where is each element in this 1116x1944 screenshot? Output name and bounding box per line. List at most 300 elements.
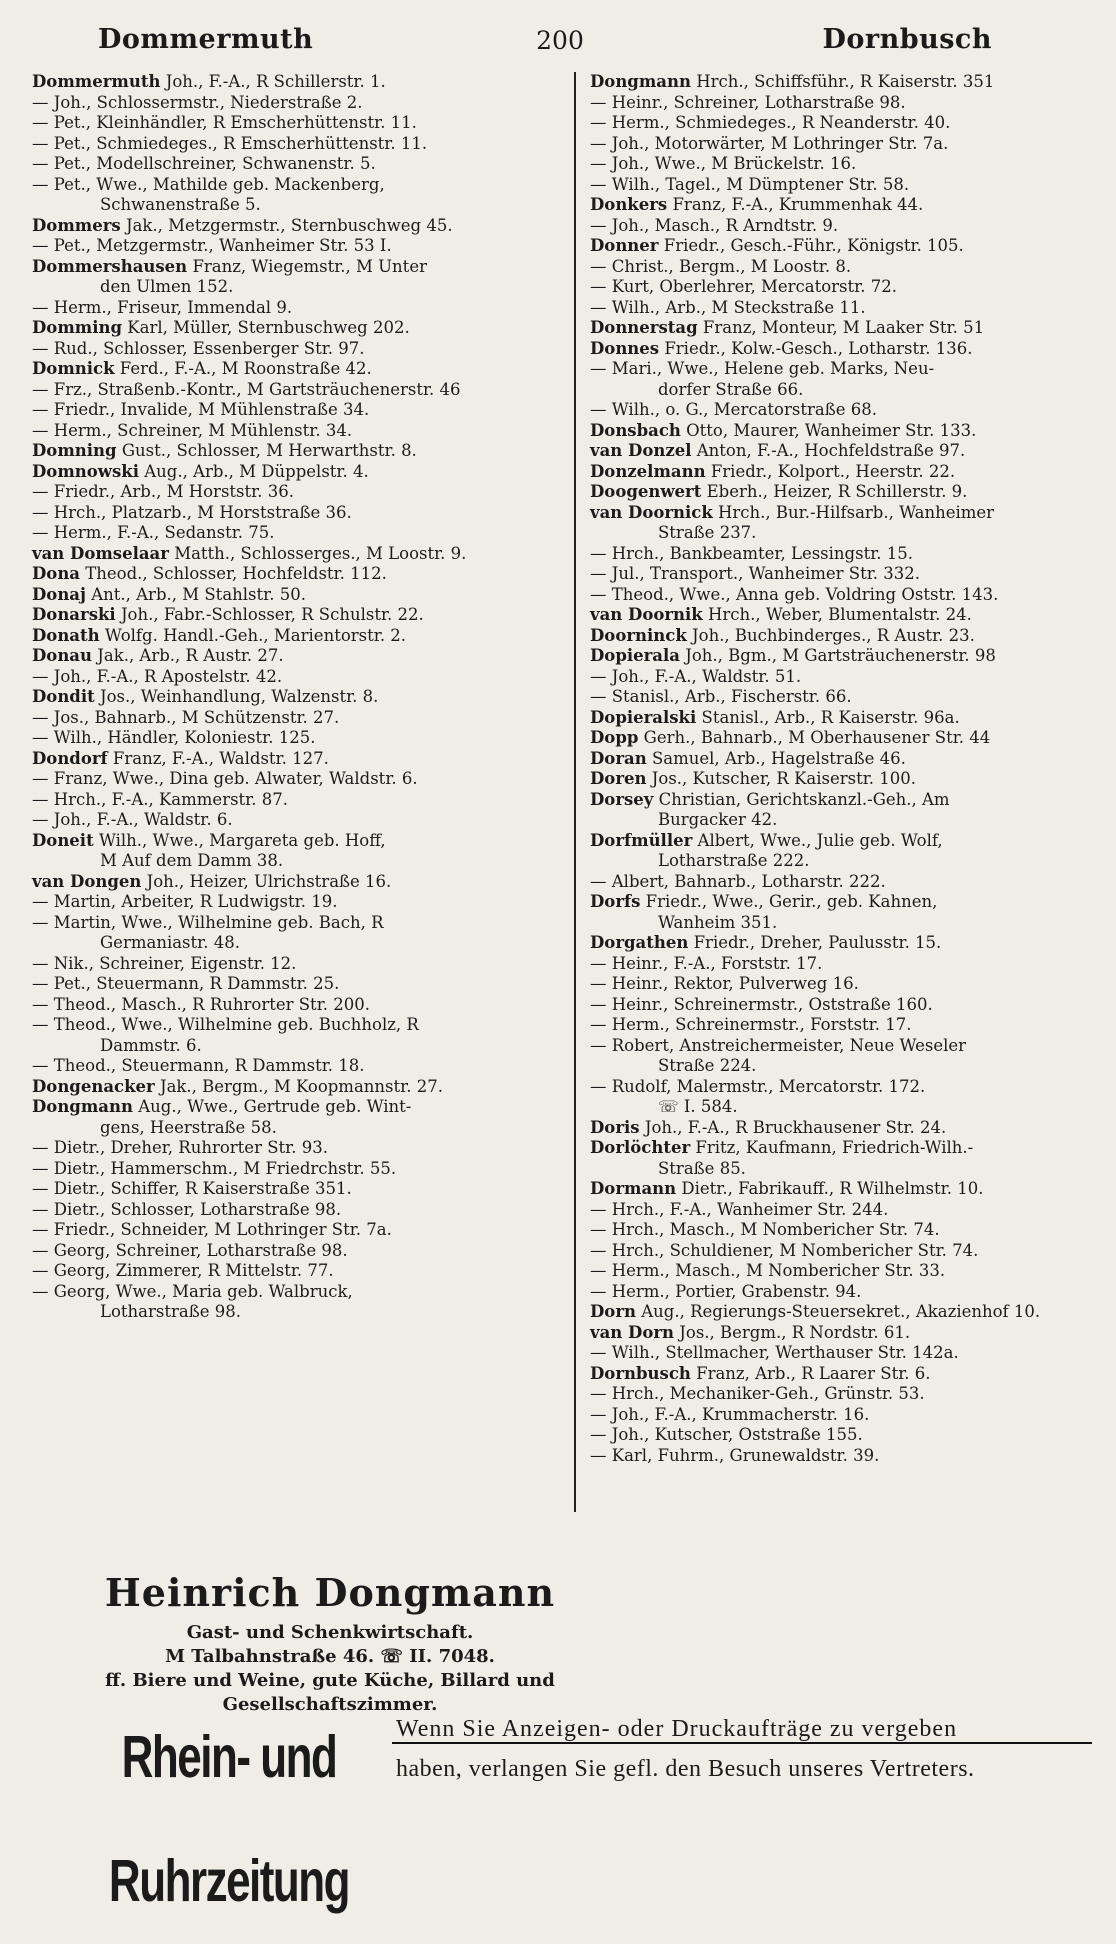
directory-entry bbox=[32, 790, 562, 811]
directory-entry bbox=[32, 974, 562, 995]
entry-surname: Dorfs bbox=[590, 892, 641, 911]
entry-text: — Franz, Wwe., Dina geb. Alwater, Waldstr. 6. bbox=[32, 769, 418, 788]
directory-entry bbox=[32, 913, 562, 934]
entry-text: — Herm., Schreinermstr., Forststr. 17. bbox=[590, 1015, 912, 1034]
directory-entry bbox=[590, 974, 1096, 995]
entry-text: Jos., Bergm., R Nordstr. 61. bbox=[679, 1322, 911, 1342]
entry-text: Samuel, Arb., Hagelstraße 46. bbox=[651, 748, 906, 768]
directory-entry bbox=[590, 667, 1096, 688]
directory-entry bbox=[590, 1200, 1096, 1221]
directory-entry bbox=[32, 72, 562, 93]
directory-entry bbox=[590, 1118, 1096, 1139]
entry-text: Jak., Arb., R Austr. 27. bbox=[97, 646, 284, 665]
directory-entry bbox=[590, 687, 1096, 708]
entry-text: — Frz., Straßenb.-Kontr., M Gartsträuchenerstr. 46 bbox=[32, 379, 461, 399]
entry-text: Jos., Weinhandlung, Walzenstr. 8. bbox=[100, 687, 379, 706]
entry-text: — Pet., Wwe., Mathilde geb. Mackenberg, bbox=[32, 174, 385, 194]
directory-entry bbox=[32, 851, 562, 872]
entry-text: Friedr., Kolw.-Gesch., Lotharstr. 136. bbox=[664, 338, 973, 358]
entry-text: Straße 237. bbox=[658, 523, 757, 542]
entry-text: — Christ., Bergm., M Loostr. 8. bbox=[590, 256, 852, 276]
entry-text: Christian, Gerichtskanzl.-Geh., Am bbox=[658, 789, 950, 809]
entry-text: Germaniastr. 48. bbox=[100, 933, 240, 952]
directory-entry bbox=[590, 1056, 1096, 1077]
entry-text: Aug., Wwe., Gertrude geb. Wint- bbox=[138, 1097, 412, 1116]
entry-surname: Dondit bbox=[32, 687, 95, 706]
entry-surname: Doran bbox=[590, 748, 647, 768]
directory-entry bbox=[32, 421, 562, 442]
entry-text: Hrch., Bur.-Hilfsarb., Wanheimer bbox=[718, 502, 995, 522]
directory-entry bbox=[32, 1118, 562, 1139]
entry-text: — Pet., Steuermann, R Dammstr. 25. bbox=[32, 974, 340, 993]
entry-text: Friedr., Kolport., Heerstr. 22. bbox=[710, 461, 956, 481]
entry-text: — Joh., Wwe., M Brückelstr. 16. bbox=[590, 154, 857, 173]
entry-text: Friedr., Wwe., Gerir., geb. Kahnen, bbox=[645, 892, 938, 911]
entry-surname: Dondorf bbox=[32, 748, 108, 768]
directory-entry bbox=[590, 913, 1096, 934]
entry-text: Wilh., Wwe., Margareta geb. Hoff, bbox=[98, 830, 386, 850]
entry-surname: Dorn bbox=[590, 1302, 637, 1321]
directory-entry bbox=[32, 605, 562, 626]
entry-text: — Pet., Metzgermstr., Wanheimer Str. 53 I. bbox=[32, 236, 392, 255]
entry-text: — Pet., Modellschreiner, Schwanenstr. 5. bbox=[32, 154, 376, 173]
entry-text: — Heinr., Rektor, Pulverweg 16. bbox=[590, 974, 859, 993]
directory-entry bbox=[590, 1384, 1096, 1405]
directory-columns bbox=[32, 72, 1094, 1512]
entry-text: Jos., Kutscher, R Kaiserstr. 100. bbox=[651, 769, 917, 788]
directory-entry bbox=[32, 277, 562, 298]
entry-text: — Martin, Arbeiter, R Ludwigstr. 19. bbox=[32, 892, 338, 911]
directory-entry bbox=[590, 1302, 1096, 1323]
entry-surname: Dornbusch bbox=[590, 1363, 691, 1383]
entry-text: M Auf dem Damm 38. bbox=[100, 851, 284, 870]
entry-text: — Wilh., Stellmacher, Werthauser Str. 142a. bbox=[590, 1343, 959, 1362]
directory-entry bbox=[32, 1220, 562, 1241]
page-number: 200 bbox=[536, 26, 584, 55]
entry-text: — Wilh., o. G., Mercatorstraße 68. bbox=[590, 400, 877, 419]
directory-entry bbox=[32, 482, 562, 503]
entry-text: — Joh., Motorwärter, M Lothringer Str. 7a. bbox=[590, 133, 949, 153]
directory-entry bbox=[32, 1302, 562, 1323]
directory-entry bbox=[590, 831, 1096, 852]
entry-text: Eberh., Heizer, R Schillerstr. 9. bbox=[706, 482, 968, 501]
entry-surname: Dopieralski bbox=[590, 707, 697, 727]
right-column bbox=[590, 72, 1096, 1466]
footer-text-line: Wenn Sie Anzeigen- oder Druckaufträge zu vergeben bbox=[396, 1716, 958, 1742]
directory-entry bbox=[32, 380, 562, 401]
directory-entry bbox=[590, 1015, 1096, 1036]
entry-text: Hrch., Weber, Blumentalstr. 24. bbox=[707, 605, 972, 624]
directory-entry bbox=[32, 359, 562, 380]
directory-entry bbox=[590, 175, 1096, 196]
directory-entry bbox=[590, 277, 1096, 298]
entry-text: — Herm., Portier, Grabenstr. 94. bbox=[590, 1281, 862, 1301]
entry-surname: Domning bbox=[32, 441, 117, 460]
entry-surname: Doren bbox=[590, 769, 647, 788]
entry-surname: Dongmann bbox=[32, 1097, 133, 1116]
entry-surname: van Doornick bbox=[590, 502, 713, 522]
header-right-keyword: Dornbusch bbox=[822, 24, 992, 55]
entry-text: — Joh., Masch., R Arndtstr. 9. bbox=[590, 215, 839, 235]
directory-entry bbox=[590, 544, 1096, 565]
directory-entry bbox=[590, 1282, 1096, 1303]
directory-entry bbox=[32, 585, 562, 606]
entry-text: Schwanenstraße 5. bbox=[100, 195, 261, 214]
directory-entry bbox=[590, 564, 1096, 585]
entry-text: — Dietr., Hammerschm., M Friedrchstr. 55. bbox=[32, 1158, 397, 1178]
entry-surname: Dopierala bbox=[590, 646, 680, 665]
directory-entry bbox=[590, 1159, 1096, 1180]
entry-text: Friedr., Dreher, Paulusstr. 15. bbox=[693, 933, 942, 952]
entry-text: Fritz, Kaufmann, Friedrich-Wilh.- bbox=[695, 1138, 974, 1157]
entry-surname: Donath bbox=[32, 625, 100, 645]
directory-entry bbox=[590, 933, 1096, 954]
entry-surname: Donnerstag bbox=[590, 318, 698, 337]
entry-text: Gust., Schlosser, M Herwarthstr. 8. bbox=[121, 441, 417, 460]
entry-text: — Hrch., Bankbeamter, Lessingstr. 15. bbox=[590, 543, 914, 563]
entry-text: — Herm., Friseur, Immendal 9. bbox=[32, 297, 293, 317]
entry-text: — Joh., F.-A., Waldstr. 6. bbox=[32, 810, 233, 829]
entry-surname: Dopp bbox=[590, 728, 639, 747]
directory-entry bbox=[590, 1036, 1096, 1057]
directory-entry bbox=[590, 195, 1096, 216]
directory-entry bbox=[590, 790, 1096, 811]
directory-entry bbox=[32, 175, 562, 196]
entry-text: — Joh., F.-A., R Apostelstr. 42. bbox=[32, 666, 283, 686]
directory-entry bbox=[590, 728, 1096, 749]
directory-entry bbox=[32, 1138, 562, 1159]
entry-text: — Pet., Kleinhändler, R Emscherhüttenstr. 11. bbox=[32, 113, 417, 132]
entry-text: — Joh., F.-A., Waldstr. 51. bbox=[590, 666, 802, 686]
entry-surname: van Dongen bbox=[32, 871, 142, 891]
entry-surname: Dorsey bbox=[590, 789, 654, 809]
directory-entry bbox=[590, 749, 1096, 770]
directory-entry bbox=[32, 626, 562, 647]
entry-text: — Martin, Wwe., Wilhelmine geb. Bach, R bbox=[32, 912, 384, 932]
directory-entry bbox=[590, 113, 1096, 134]
entry-text: Jak., Metzgermstr., Sternbuschweg 45. bbox=[125, 215, 453, 235]
entry-text: Wolfg. Handl.-Geh., Marientorstr. 2. bbox=[104, 625, 407, 645]
entry-text: Friedr., Gesch.-Führ., Königstr. 105. bbox=[663, 236, 964, 255]
directory-entry bbox=[590, 851, 1096, 872]
entry-text: Aug., Arb., M Düppelstr. 4. bbox=[144, 461, 369, 481]
entry-text: Straße 224. bbox=[658, 1056, 757, 1075]
entry-text: ☏ I. 584. bbox=[658, 1097, 738, 1116]
ad-line: Gesellschaftszimmer. bbox=[222, 1694, 438, 1715]
entry-text: — Herm., Schreiner, M Mühlenstr. 34. bbox=[32, 420, 353, 440]
directory-entry bbox=[32, 1159, 562, 1180]
entry-text: Joh., Heizer, Ulrichstraße 16. bbox=[146, 871, 392, 891]
entry-surname: Doogenwert bbox=[590, 482, 702, 501]
entry-surname: Dormann bbox=[590, 1179, 677, 1198]
entry-surname: Dommermuth bbox=[32, 72, 161, 91]
ad-line: Gast- und Schenkwirtschaft. bbox=[186, 1622, 474, 1643]
directory-entry bbox=[590, 318, 1096, 339]
entry-text: Gerh., Bahnarb., M Oberhausener Str. 44 bbox=[643, 728, 991, 747]
entry-text: — Joh., F.-A., Krummacherstr. 16. bbox=[590, 1404, 870, 1424]
entry-text: Joh., Fabr.-Schlosser, R Schulstr. 22. bbox=[120, 605, 424, 624]
entry-text: Ferd., F.-A., M Roonstraße 42. bbox=[119, 359, 372, 378]
entry-text: Albert, Wwe., Julie geb. Wolf, bbox=[697, 830, 943, 850]
entry-text: Hrch., Schiffsführ., R Kaiserstr. 351 bbox=[696, 72, 995, 91]
directory-entry bbox=[32, 257, 562, 278]
entry-surname: Donnes bbox=[590, 338, 660, 358]
entry-text: Franz, F.-A., Krummenhak 44. bbox=[672, 195, 924, 214]
directory-entry bbox=[32, 1261, 562, 1282]
directory-entry bbox=[590, 1343, 1096, 1364]
directory-entry bbox=[32, 749, 562, 770]
entry-text: — Herm., Schmiedeges., R Neanderstr. 40. bbox=[590, 113, 951, 132]
entry-surname: Domming bbox=[32, 318, 123, 337]
entry-text: — Theod., Wwe., Wilhelmine geb. Buchholz, R bbox=[32, 1015, 419, 1034]
entry-text: — Pet., Schmiedeges., R Emscherhüttenstr. 11. bbox=[32, 133, 428, 153]
directory-entry bbox=[32, 954, 562, 975]
entry-text: Otto, Maurer, Wanheimer Str. 133. bbox=[686, 420, 977, 440]
entry-text: Jak., Bergm., M Koopmannstr. 27. bbox=[159, 1076, 443, 1096]
directory-entry bbox=[32, 1282, 562, 1303]
footer-banner bbox=[0, 1712, 1116, 1915]
entry-text: — Kurt, Oberlehrer, Mercatorstr. 72. bbox=[590, 277, 897, 296]
entry-surname: van Donzel bbox=[590, 441, 692, 460]
directory-entry bbox=[32, 503, 562, 524]
entry-text: Franz, Wiegemstr., M Unter bbox=[192, 256, 427, 276]
directory-entry bbox=[590, 1446, 1096, 1467]
directory-entry bbox=[590, 236, 1096, 257]
directory-entry bbox=[590, 954, 1096, 975]
entry-surname: Donkers bbox=[590, 195, 668, 214]
directory-entry bbox=[590, 134, 1096, 155]
directory-entry bbox=[590, 1405, 1096, 1426]
directory-entry bbox=[590, 482, 1096, 503]
entry-text: — Joh., Schlossermstr., Niederstraße 2. bbox=[32, 92, 363, 112]
entry-text: — Heinr., Schreiner, Lotharstraße 98. bbox=[590, 92, 906, 112]
directory-entry bbox=[32, 113, 562, 134]
directory-entry bbox=[590, 646, 1096, 667]
entry-text: — Hrch., Platzarb., M Horststraße 36. bbox=[32, 502, 352, 522]
entry-surname: Donzelmann bbox=[590, 461, 706, 481]
directory-entry bbox=[590, 1138, 1096, 1159]
entry-text: — Dietr., Dreher, Ruhrorter Str. 93. bbox=[32, 1138, 328, 1157]
entry-surname: Dona bbox=[32, 564, 81, 583]
column-divider bbox=[574, 72, 576, 1512]
entry-text: dorfer Straße 66. bbox=[658, 379, 804, 399]
directory-entry bbox=[590, 1425, 1096, 1446]
entry-surname: Dorgathen bbox=[590, 933, 689, 952]
directory-entry bbox=[590, 810, 1096, 831]
entry-text: — Robert, Anstreichermeister, Neue Weseler bbox=[590, 1035, 967, 1055]
entry-text: Wanheim 351. bbox=[658, 912, 778, 932]
directory-entry bbox=[32, 1015, 562, 1036]
directory-entry bbox=[590, 892, 1096, 913]
entry-text: Franz, Monteur, M Laaker Str. 51 bbox=[702, 318, 985, 337]
directory-entry bbox=[590, 298, 1096, 319]
entry-text: — Jos., Bahnarb., M Schützenstr. 27. bbox=[32, 707, 340, 727]
directory-entry bbox=[590, 462, 1096, 483]
directory-entry bbox=[590, 585, 1096, 606]
directory-entry bbox=[590, 421, 1096, 442]
directory-entry bbox=[32, 995, 562, 1016]
entry-text: den Ulmen 152. bbox=[100, 277, 234, 296]
entry-text: Dammstr. 6. bbox=[100, 1035, 202, 1055]
directory-entry bbox=[590, 1179, 1096, 1200]
entry-surname: Dorlöchter bbox=[590, 1138, 691, 1157]
directory-entry bbox=[590, 257, 1096, 278]
entry-surname: Dongenacker bbox=[32, 1076, 155, 1096]
entry-text: — Albert, Bahnarb., Lotharstr. 222. bbox=[590, 871, 886, 891]
entry-text: Lotharstraße 222. bbox=[658, 851, 810, 870]
entry-text: — Friedr., Arb., M Horststr. 36. bbox=[32, 482, 294, 501]
entry-text: Stanisl., Arb., R Kaiserstr. 96a. bbox=[701, 707, 960, 727]
newspaper-brand: Rhein- und Ruhrzeitung bbox=[108, 1724, 350, 1915]
directory-entry bbox=[32, 667, 562, 688]
directory-entry bbox=[32, 462, 562, 483]
entry-surname: Donner bbox=[590, 236, 659, 255]
entry-surname: van Domselaar bbox=[32, 543, 169, 563]
directory-entry bbox=[590, 93, 1096, 114]
entry-text: — Wilh., Händler, Koloniestr. 125. bbox=[32, 728, 316, 747]
entry-text: — Friedr., Schneider, M Lothringer Str. 7a. bbox=[32, 1220, 392, 1239]
entry-surname: Donarski bbox=[32, 605, 116, 624]
directory-entry bbox=[32, 1241, 562, 1262]
ad-line: ff. Biere und Weine, gute Küche, Billard und bbox=[105, 1670, 555, 1691]
entry-surname: van Doornik bbox=[590, 605, 703, 624]
directory-entry bbox=[32, 195, 562, 216]
entry-text: — Heinr., F.-A., Forststr. 17. bbox=[590, 953, 823, 973]
directory-entry bbox=[590, 380, 1096, 401]
entry-text: Joh., Buchbinderges., R Austr. 23. bbox=[692, 625, 975, 645]
entry-text: Theod., Schlosser, Hochfeldstr. 112. bbox=[85, 564, 387, 583]
directory-entry bbox=[590, 872, 1096, 893]
directory-entry bbox=[32, 872, 562, 893]
directory-entry bbox=[32, 1056, 562, 1077]
directory-entry bbox=[32, 216, 562, 237]
header-left-keyword: Dommermuth bbox=[98, 24, 314, 55]
entry-surname: Donaj bbox=[32, 584, 86, 604]
entry-text: — Mari., Wwe., Helene geb. Marks, Neu- bbox=[590, 359, 935, 378]
directory-entry bbox=[32, 134, 562, 155]
entry-surname: Donsbach bbox=[590, 420, 681, 440]
entry-surname: Doorninck bbox=[590, 625, 687, 645]
entry-text: — Wilh., Tagel., M Dümptener Str. 58. bbox=[590, 174, 910, 194]
directory-entry bbox=[590, 708, 1096, 729]
directory-entry bbox=[32, 933, 562, 954]
directory-entry bbox=[590, 1220, 1096, 1241]
directory-entry bbox=[32, 646, 562, 667]
directory-entry bbox=[590, 523, 1096, 544]
entry-text: — Theod., Masch., R Ruhrorter Str. 200. bbox=[32, 994, 370, 1014]
directory-entry bbox=[590, 1097, 1096, 1118]
directory-entry bbox=[590, 1077, 1096, 1098]
directory-entry bbox=[590, 503, 1096, 524]
entry-text: — Joh., Kutscher, Oststraße 155. bbox=[590, 1425, 863, 1444]
directory-entry bbox=[590, 1364, 1096, 1385]
entry-text: Karl, Müller, Sternbuschweg 202. bbox=[127, 318, 410, 337]
entry-text: Joh., F.-A., R Bruckhausener Str. 24. bbox=[644, 1117, 947, 1137]
entry-text: — Hrch., F.-A., Wanheimer Str. 244. bbox=[590, 1199, 889, 1219]
entry-text: — Dietr., Schlosser, Lotharstraße 98. bbox=[32, 1199, 342, 1219]
directory-entry bbox=[590, 605, 1096, 626]
directory-entry bbox=[590, 359, 1096, 380]
directory-entry bbox=[32, 687, 562, 708]
entry-text: Ant., Arb., M Stahlstr. 50. bbox=[91, 584, 306, 604]
directory-entry bbox=[590, 216, 1096, 237]
directory-entry bbox=[32, 93, 562, 114]
directory-entry bbox=[32, 544, 562, 565]
ad-name: Heinrich Dongmann bbox=[104, 1570, 556, 1615]
entry-text: Lotharstraße 98. bbox=[100, 1302, 241, 1321]
directory-entry bbox=[32, 298, 562, 319]
entry-text: — Dietr., Schiffer, R Kaiserstraße 351. bbox=[32, 1179, 352, 1198]
directory-entry bbox=[590, 626, 1096, 647]
directory-entry bbox=[590, 1241, 1096, 1262]
page-header bbox=[28, 20, 1092, 64]
directory-entry bbox=[590, 995, 1096, 1016]
directory-entry bbox=[590, 154, 1096, 175]
footer-text-line: haben, verlangen Sie gefl. den Besuch unseres Vertreters. bbox=[396, 1756, 975, 1782]
entry-surname: Doneit bbox=[32, 830, 94, 850]
entry-surname: Dorfmüller bbox=[590, 830, 693, 850]
ad-line: M Talbahnstraße 46. ☏ II. 7048. bbox=[165, 1646, 495, 1667]
entry-text: — Hrch., Mechaniker-Geh., Grünstr. 53. bbox=[590, 1384, 925, 1403]
entry-text: — Karl, Fuhrm., Grunewaldstr. 39. bbox=[590, 1445, 880, 1465]
directory-entry bbox=[590, 339, 1096, 360]
directory-entry bbox=[32, 564, 562, 585]
entry-text: — Hrch., F.-A., Kammerstr. 87. bbox=[32, 789, 288, 809]
entry-text: — Georg, Zimmerer, R Mittelstr. 77. bbox=[32, 1261, 334, 1280]
directory-entry bbox=[32, 831, 562, 852]
entry-text: — Nik., Schreiner, Eigenstr. 12. bbox=[32, 953, 297, 973]
directory-entry bbox=[590, 769, 1096, 790]
entry-surname: Dongmann bbox=[590, 72, 691, 91]
directory-entry bbox=[32, 154, 562, 175]
entry-text: gens, Heerstraße 58. bbox=[100, 1117, 277, 1137]
entry-text: — Rud., Schlosser, Essenberger Str. 97. bbox=[32, 338, 365, 358]
entry-text: Franz, F.-A., Waldstr. 127. bbox=[112, 748, 329, 768]
directory-entry bbox=[590, 1261, 1096, 1282]
entry-text: — Jul., Transport., Wanheimer Str. 332. bbox=[590, 564, 921, 583]
entry-text: — Herm., F.-A., Sedanstr. 75. bbox=[32, 523, 275, 542]
directory-entry bbox=[32, 318, 562, 339]
directory-entry bbox=[32, 1179, 562, 1200]
directory-entry bbox=[32, 1097, 562, 1118]
entry-surname: Doris bbox=[590, 1117, 640, 1137]
entry-surname: Donau bbox=[32, 646, 92, 665]
entry-text: — Georg, Wwe., Maria geb. Walbruck, bbox=[32, 1281, 353, 1301]
directory-entry bbox=[32, 810, 562, 831]
entry-text: — Stanisl., Arb., Fischerstr. 66. bbox=[590, 687, 852, 706]
directory-entry bbox=[590, 441, 1096, 462]
entry-text: Aug., Regierungs-Steuersekret., Akazienhof 10. bbox=[641, 1302, 1041, 1321]
entry-text: — Georg, Schreiner, Lotharstraße 98. bbox=[32, 1240, 348, 1260]
directory-entry bbox=[590, 400, 1096, 421]
directory-entry bbox=[32, 728, 562, 749]
entry-text: Straße 85. bbox=[658, 1158, 746, 1178]
entry-text: — Hrch., Schuldiener, M Nombericher Str. 74. bbox=[590, 1240, 979, 1260]
entry-text: — Heinr., Schreinermstr., Oststraße 160. bbox=[590, 994, 933, 1014]
entry-text: Matth., Schlosserges., M Loostr. 9. bbox=[174, 543, 467, 563]
entry-text: — Wilh., Arb., M Steckstraße 11. bbox=[590, 297, 866, 317]
directory-entry bbox=[32, 441, 562, 462]
entry-text: — Theod., Steuermann, R Dammstr. 18. bbox=[32, 1056, 365, 1075]
directory-entry bbox=[590, 1323, 1096, 1344]
entry-surname: Dommers bbox=[32, 215, 121, 235]
entry-text: — Theod., Wwe., Anna geb. Voldring Oststr. 143. bbox=[590, 584, 999, 604]
directory-entry bbox=[32, 523, 562, 544]
directory-entry bbox=[32, 892, 562, 913]
entry-text: — Rudolf, Malermstr., Mercatorstr. 172. bbox=[590, 1076, 926, 1096]
entry-text: — Herm., Masch., M Nombericher Str. 33. bbox=[590, 1261, 946, 1280]
directory-entry bbox=[32, 236, 562, 257]
